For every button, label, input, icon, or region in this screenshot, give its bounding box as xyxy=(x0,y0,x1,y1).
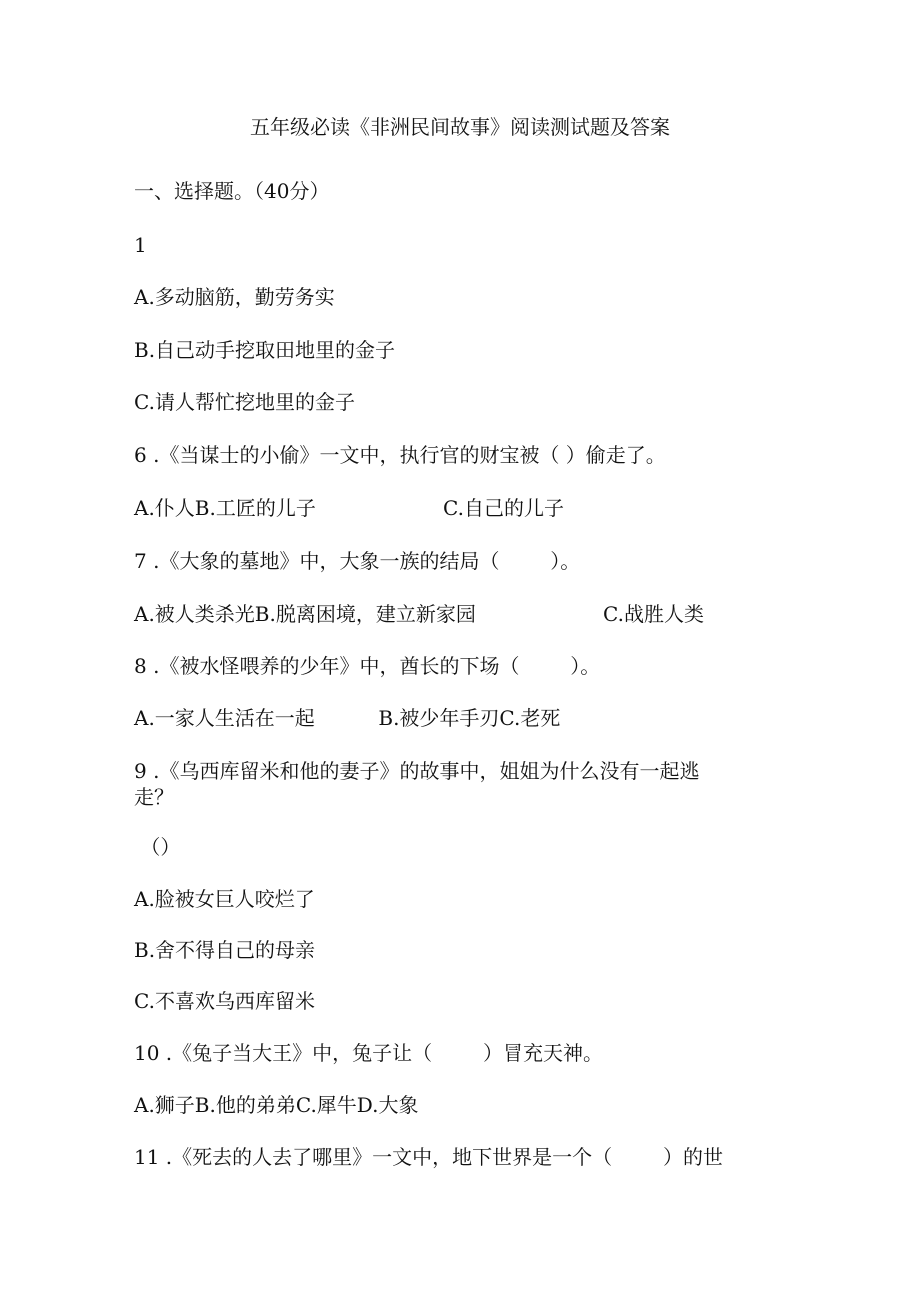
answer-options: A.一家人生活在一起 B.被少年手刃C.老死 xyxy=(134,706,561,730)
answer-options: A.仆人B.工匠的儿子 C.自己的儿子 xyxy=(134,496,564,520)
question-text-continued: 走？ xyxy=(134,785,174,809)
answer-blank: （） xyxy=(134,835,181,859)
answer-option: C.不喜欢乌西库留米 xyxy=(134,989,315,1013)
question-number: 1 xyxy=(134,233,147,257)
section-heading: 一、选择题。（40分） xyxy=(134,179,330,203)
question-text: 9 .《乌西库留米和他的妻子》的故事中，姐姐为什么没有一起逃 xyxy=(134,759,700,783)
question-text: 7 .《大象的墓地》中，大象一族的结局（ ）。 xyxy=(134,549,581,573)
answer-option: B.舍不得自己的母亲 xyxy=(134,938,316,962)
question-text: 10 .《兔子当大王》中，兔子让（ ）冒充天神。 xyxy=(134,1041,604,1065)
answer-option: C.请人帮忙挖地里的金子 xyxy=(134,390,355,414)
answer-options: A.被人类杀光B.脱离困境，建立新家园 C.战胜人类 xyxy=(134,602,704,626)
document-title: 五年级必读《非洲民间故事》阅读测试题及答案 xyxy=(250,115,670,139)
question-text: 11 .《死去的人去了哪里》一文中，地下世界是一个（ ）的世 xyxy=(134,1145,724,1169)
question-text: 8 .《被水怪喂养的少年》中，酋长的下场（ ）。 xyxy=(134,654,601,678)
question-text: 6 .《当谋士的小偷》一文中，执行官的财宝被（ ）偷走了。 xyxy=(134,443,666,467)
answer-option: B.自己动手挖取田地里的金子 xyxy=(134,338,396,362)
answer-option: A.脸被女巨人咬烂了 xyxy=(134,887,315,911)
answer-option: A.多动脑筋，勤劳务实 xyxy=(134,285,335,309)
answer-options: A.狮子B.他的弟弟C.犀牛D.大象 xyxy=(134,1093,419,1117)
